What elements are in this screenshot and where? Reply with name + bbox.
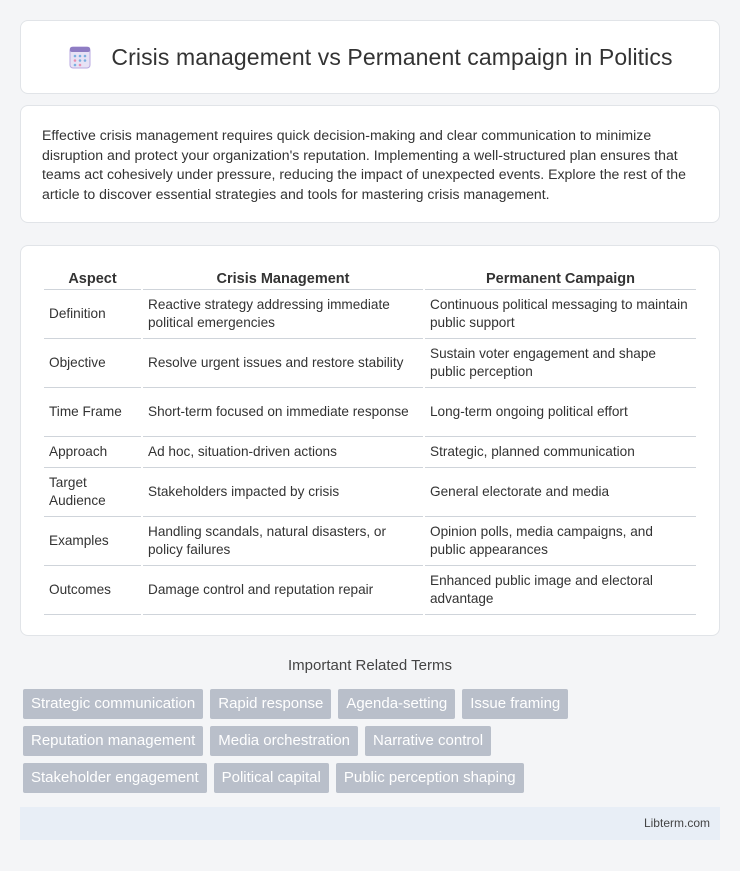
table-row (44, 388, 696, 437)
header-permanent-campaign: Permanent Campaign (425, 266, 696, 290)
row-aspect: Definition (44, 290, 141, 339)
table-row (44, 468, 696, 517)
related-terms-title: Important Related Terms (288, 657, 452, 674)
tag-row (23, 689, 723, 719)
header-aspect: Aspect (44, 266, 141, 290)
row-campaign-value: General electorate and media (425, 468, 696, 517)
intro-card (20, 105, 720, 223)
page-title: Crisis management vs Permanent campaign in Politics (111, 43, 673, 70)
tag-reputation-management[interactable]: Reputation management (23, 726, 203, 756)
row-aspect: Objective (44, 339, 141, 388)
row-campaign-value: Enhanced public image and electoral advantage (425, 566, 696, 615)
row-crisis-value: Short-term focused on immediate response (143, 388, 423, 437)
tag-stakeholder-engagement[interactable]: Stakeholder engagement (23, 763, 207, 793)
tag-media-orchestration[interactable]: Media orchestration (210, 726, 358, 756)
row-campaign-value: Strategic, planned communication (425, 437, 696, 468)
tag-row (23, 726, 723, 756)
row-crisis-value: Ad hoc, situation-driven actions (143, 437, 423, 468)
row-crisis-value: Resolve urgent issues and restore stability (143, 339, 423, 388)
row-crisis-value: Stakeholders impacted by crisis (143, 468, 423, 517)
table-header-row (44, 266, 696, 290)
table-row (44, 566, 696, 615)
table-row (44, 517, 696, 566)
table-row (44, 290, 696, 339)
related-terms-tags (23, 689, 723, 800)
row-crisis-value: Reactive strategy addressing immediate political emergencies (143, 290, 423, 339)
header-crisis-management: Crisis Management (143, 266, 423, 290)
title-card (20, 20, 720, 94)
row-crisis-value: Damage control and reputation repair (143, 566, 423, 615)
footer (20, 807, 720, 840)
row-campaign-value: Long-term ongoing political effort (425, 388, 696, 437)
tag-strategic-communication[interactable]: Strategic communication (23, 689, 203, 719)
tag-political-capital[interactable]: Political capital (214, 763, 329, 793)
document-grid-icon (67, 44, 93, 70)
row-aspect: Outcomes (44, 566, 141, 615)
tag-narrative-control[interactable]: Narrative control (365, 726, 491, 756)
row-aspect: Examples (44, 517, 141, 566)
row-aspect: Target Audience (44, 468, 141, 517)
tag-public-perception-shaping[interactable]: Public perception shaping (336, 763, 524, 793)
comparison-table (42, 266, 698, 615)
table-row (44, 437, 696, 468)
table-row (44, 339, 696, 388)
tag-agenda-setting[interactable]: Agenda-setting (338, 689, 455, 719)
footer-site-link[interactable]: Libterm.com (643, 816, 710, 830)
row-campaign-value: Continuous political messaging to maintain public support (425, 290, 696, 339)
tag-issue-framing[interactable]: Issue framing (462, 689, 568, 719)
row-crisis-value: Handling scandals, natural disasters, or policy failures (143, 517, 423, 566)
row-aspect: Time Frame (44, 388, 141, 437)
comparison-card (20, 245, 720, 636)
row-campaign-value: Sustain voter engagement and shape public perception (425, 339, 696, 388)
row-aspect: Approach (44, 437, 141, 468)
tag-row (23, 763, 723, 793)
intro-text: Effective crisis management requires quick decision-making and clear communication to minimize disruption and protect your organization's reputation. Implementing a well-structured plan ensures that teams act cohesively under pressure, reducing the impact of unexpected events. Explore the rest of the article to discover essential strategies and tools for mastering crisis management. (42, 127, 686, 202)
tag-rapid-response[interactable]: Rapid response (210, 689, 331, 719)
row-campaign-value: Opinion polls, media campaigns, and public appearances (425, 517, 696, 566)
